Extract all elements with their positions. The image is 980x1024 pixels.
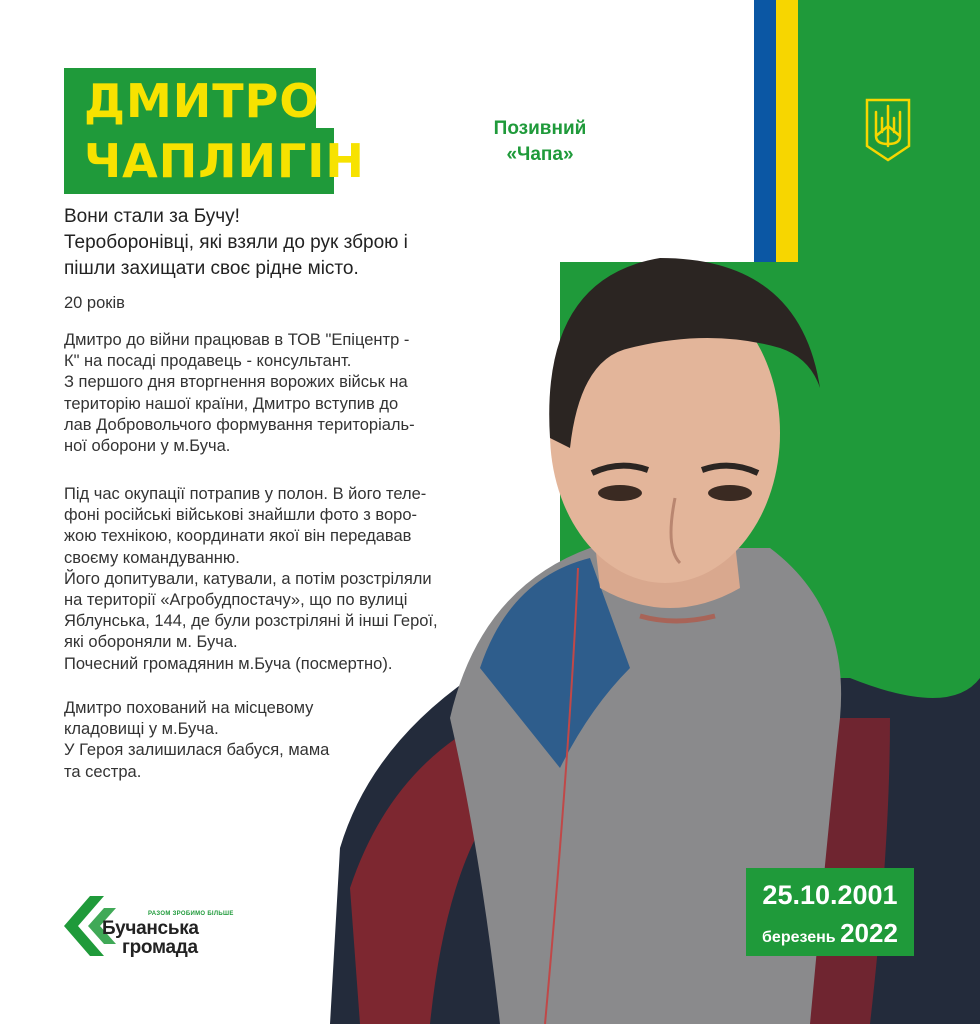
text-line: З першого дня вторгнення ворожих військ на [64, 373, 408, 392]
logo-text-line2: громада [122, 937, 198, 958]
biography-paragraph-2 [64, 484, 438, 675]
biography-paragraph-1 [64, 330, 415, 457]
flag-stripe-yellow [776, 0, 798, 262]
text-line: лав Добровольчого формування територіаль- [64, 415, 415, 434]
hero-first-name: ДМИТРО [84, 74, 320, 128]
hero-last-name: ЧАПЛИГІН [84, 134, 365, 188]
text-line: фоні російські військові знайшли фото з воро- [64, 506, 418, 525]
text-line: У Героя залишилася бабуся, мама [64, 741, 330, 760]
text-line: своєму командуванню. [64, 548, 240, 567]
text-line: Його допитували, катували, а потім розстріляли [64, 569, 432, 588]
birth-date: 25.10.2001 [762, 880, 898, 910]
text-line: К" на посаді продавець - консультант. [64, 352, 352, 371]
text-line: жою технікою, координати якої він передавав [64, 527, 412, 546]
text-line: територію нашої країни, Дмитро вступив до [64, 394, 399, 413]
death-year: 2022 [840, 918, 898, 948]
text-line: Яблунська, 144, де були розстріляні й інші Герої, [64, 612, 438, 631]
text-line: ної оборони у м.Буча. [64, 436, 231, 455]
text-line: Почесний громадянин м.Буча (посмертно). [64, 654, 393, 673]
age-text: 20 років [64, 294, 125, 312]
lead-line: пішли захищати своє рідне місто. [64, 258, 359, 280]
text-line: кладовищі у м.Буча. [64, 720, 219, 739]
death-month: березень [762, 929, 836, 946]
text-line: які обороняли м. Буча. [64, 633, 238, 652]
flag-stripe-blue [754, 0, 776, 262]
lead-text [64, 204, 484, 283]
lead-line: Вони стали за Бучу! [64, 206, 240, 227]
text-line: Дмитро похований на місцевому [64, 699, 314, 717]
text-line: Під час окупації потрапив у полон. В його теле- [64, 485, 427, 503]
text-line: Дмитро до війни працював в ТОВ "Епіцентр - [64, 331, 410, 349]
callsign-value: «Чапа» [506, 144, 574, 165]
logo-text-line1: Бучанська [102, 918, 199, 939]
biography-paragraph-3 [64, 698, 329, 783]
death-date [746, 918, 914, 949]
trident-icon [863, 96, 913, 164]
logo-tagline: РАЗОМ ЗРОБИМО БІЛЬШЕ [148, 911, 234, 917]
text-line: та сестра. [64, 762, 142, 781]
text-line: на території «Агробудпостачу», що по вулиці [64, 590, 408, 609]
callsign-label: Позивний [493, 118, 587, 139]
lead-line: Тероборонівці, які взяли до рук зброю і [64, 232, 408, 254]
